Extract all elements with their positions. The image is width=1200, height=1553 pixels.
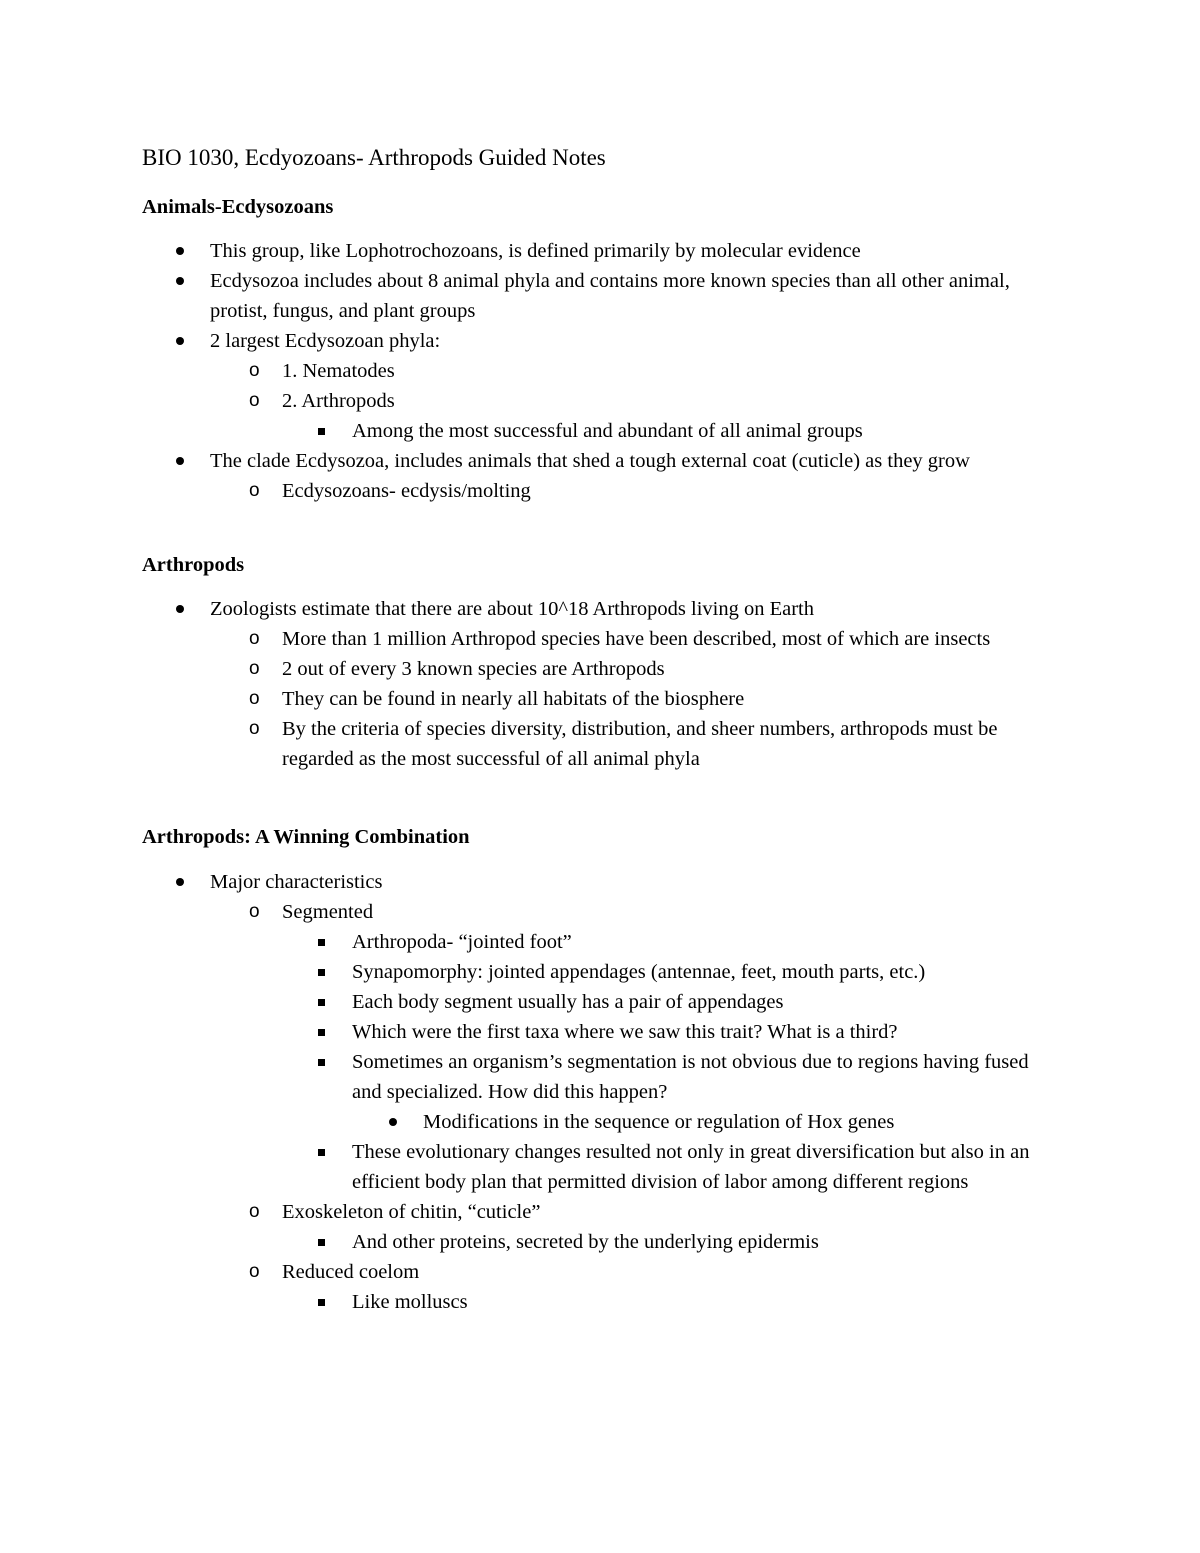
bullet-circle-icon: o: [249, 1261, 260, 1282]
bullet-circle-icon: o: [249, 628, 260, 649]
list-item: [0, 624, 1200, 654]
list-item: [0, 957, 1200, 987]
list-item-text: They can be found in nearly all habitats of the biosphere: [282, 688, 745, 710]
list-item-text: Which were the first taxa where we saw this trait? What is a third?: [352, 1021, 898, 1043]
list-item: [0, 326, 1200, 356]
list-item-text: The clade Ecdysozoa, includes animals that shed a tough external coat (cuticle) as they grow: [210, 450, 970, 472]
list-item: [0, 987, 1200, 1017]
list-item-text: 2 largest Ecdysozoan phyla:: [210, 330, 441, 352]
list-item: [0, 714, 1200, 774]
list-item-text: Arthropoda- “jointed foot”: [352, 931, 572, 953]
list-item: [0, 1197, 1200, 1227]
list-item-text: 2. Arthropods: [282, 390, 395, 412]
bullet-circle-icon: o: [249, 480, 260, 501]
list-item: [0, 1017, 1200, 1047]
bullet-circle-icon: o: [249, 390, 260, 411]
list-item-text: Among the most successful and abundant of all animal groups: [352, 420, 863, 442]
list-item-text: Zoologists estimate that there are about 10^18 Arthropods living on Earth: [210, 598, 814, 620]
list-item-text: Each body segment usually has a pair of appendages: [352, 991, 784, 1013]
list-item-text: These evolutionary changes resulted not only in great diversification but also in an efficient body plan that permitted division of labor among different regions: [352, 1141, 1030, 1193]
section-heading-winning-combination: Arthropods: A Winning Combination: [142, 826, 470, 848]
list-item-text: Sometimes an organism’s segmentation is not obvious due to regions having fused and specialized. How did this happen?: [352, 1051, 1029, 1103]
list-item-text: Like molluscs: [352, 1291, 468, 1313]
bullet-circle-icon: o: [249, 658, 260, 679]
list-item: [0, 386, 1200, 416]
list-item: [0, 654, 1200, 684]
list-item: [0, 266, 1200, 326]
list-item: [0, 897, 1200, 927]
list-item: [0, 1047, 1200, 1107]
list-item: [0, 1287, 1200, 1317]
list-item: [0, 236, 1200, 266]
list-item: [0, 927, 1200, 957]
list-item-text: This group, like Lophotrochozoans, is defined primarily by molecular evidence: [210, 240, 861, 262]
bullet-circle-icon: o: [249, 901, 260, 922]
list-item-text: 1. Nematodes: [282, 360, 395, 382]
list-item: [0, 1257, 1200, 1287]
list-item: [0, 416, 1200, 446]
list-item-text: Reduced coelom: [282, 1261, 420, 1283]
list-item: [0, 1107, 1200, 1137]
bullet-circle-icon: o: [249, 718, 260, 739]
list-item-text: Ecdysozoans- ecdysis/molting: [282, 480, 531, 502]
section-list-animals-ecdysozoans: [0, 236, 1200, 506]
list-item-text: Ecdysozoa includes about 8 animal phyla and contains more known species than all other animal, protist, fungus, and plant groups: [210, 270, 1010, 322]
bullet-circle-icon: o: [249, 688, 260, 709]
list-item-text: Modifications in the sequence or regulation of Hox genes: [423, 1111, 895, 1133]
section-list-winning-combination: [0, 867, 1200, 1317]
list-item-text: More than 1 million Arthropod species have been described, most of which are insects: [282, 628, 991, 650]
list-item: [0, 476, 1200, 506]
list-item-text: Major characteristics: [210, 871, 383, 893]
list-item-text: And other proteins, secreted by the underlying epidermis: [352, 1231, 819, 1253]
document-title: BIO 1030, Ecdyozoans- Arthropods Guided Notes: [142, 145, 606, 170]
list-item: [0, 684, 1200, 714]
list-item: [0, 867, 1200, 897]
section-heading-arthropods: Arthropods: [142, 554, 245, 576]
list-item-text: 2 out of every 3 known species are Arthropods: [282, 658, 665, 680]
list-item: [0, 1137, 1200, 1197]
list-item: [0, 594, 1200, 624]
list-item: [0, 1227, 1200, 1257]
list-item: [0, 356, 1200, 386]
list-item-text: Segmented: [282, 901, 374, 923]
bullet-circle-icon: o: [249, 360, 260, 381]
section-heading-animals-ecdysozoans: Animals-Ecdysozoans: [142, 196, 334, 218]
list-item: [0, 446, 1200, 476]
section-list-arthropods: [0, 594, 1200, 774]
list-item-text: By the criteria of species diversity, distribution, and sheer numbers, arthropods must be regarded as the most successful of all animal phyla: [282, 718, 998, 770]
list-item-text: Exoskeleton of chitin, “cuticle”: [282, 1201, 541, 1223]
bullet-circle-icon: o: [249, 1201, 260, 1222]
list-item-text: Synapomorphy: jointed appendages (antennae, feet, mouth parts, etc.): [352, 961, 926, 983]
